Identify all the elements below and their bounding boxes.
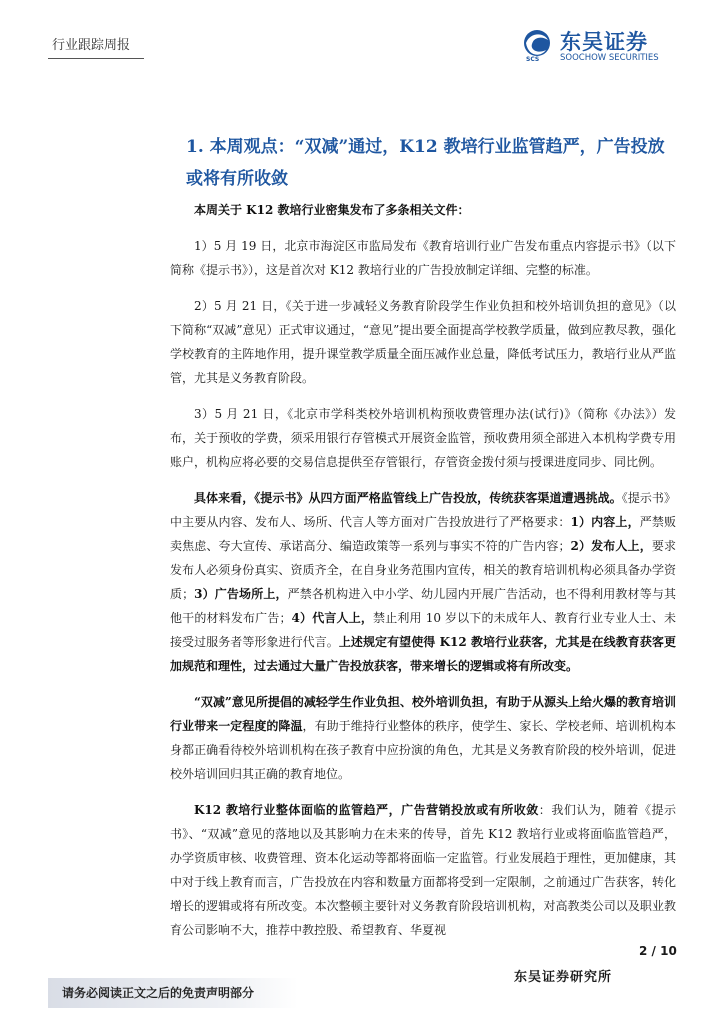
emphasis-text: K12 教培行业整体面临的监管趋严，广告营销投放或有所收敛 — [194, 803, 539, 817]
research-institute: 东吴证券研究所 — [514, 970, 613, 985]
body-paragraph — [170, 798, 676, 942]
body-paragraph — [170, 234, 676, 282]
body-text: 禁止利用 10 岁以下的未成年人、教育行业专业人士、未接受过服务者等形象进行代言。 — [170, 611, 676, 649]
body-text: 3）5 月 21 日，《北京市学科类校外培训机构预收费管理办法(试行)》（简称《办法》）发布，关于预收的学费，须采用银行存管模式开展资金监管，预收费用须全部进入本机构学费专用账户，机构应将必要的交易信息提供至存管银行，存管资金拨付须与授课进度同步、同比例。 — [170, 407, 676, 469]
disclaimer-text: 请务必阅读正文之后的免责声明部分 — [62, 986, 255, 1000]
logo-name-en: SOOCHOW SECURITIES — [560, 53, 659, 63]
body-paragraph — [170, 486, 676, 678]
body-text: ：我们认为，随着《提示书》、“双减”意见的落地以及其影响力在未来的传导，首先 K12 教培行业或将面临监管趋严，办学资质审核、收费管理、资本化运动等都将面临一定监管。行业发展趋于理性，更加健康，其中对于线上教育而言，广告投放在内容和数量方面都将受到一定限制，之前通过广告获客，转化增长的逻辑或将有所改变。本次整顿主要针对义务教育阶段培训机构，对高教类公司以及职业教育公司影响不大，推荐中教控股、希望教育、华夏视 — [170, 803, 676, 937]
body-text: 1）5 月 19 日，北京市海淀区市监局发布《教育培训行业广告发布重点内容提示书》（以下简称《提示书》），这是首次对 K12 教培行业的广告投放制定详细、完整的标准。 — [170, 239, 676, 277]
logo-abbrev: SCS — [526, 56, 540, 63]
emphasis-text: 上述规定有望使得 K12 教培行业获客，尤其是在线教育获客更加规范和理性，过去通过大量广告投放获客，带来增长的逻辑或将有所改变。 — [170, 635, 676, 673]
body-paragraph — [170, 690, 676, 786]
body-paragraph — [170, 198, 676, 222]
emphasis-text: “双减”意见所提倡的减轻学生作业负担、校外培训负担，有助于从源头上给火爆的教育培训行业带来一定程度的降温 — [170, 695, 676, 733]
report-body — [170, 198, 676, 954]
body-paragraph — [170, 402, 676, 474]
body-text: 《提示书》中主要从内容、发布人、场所、代言人等方面对广告投放进行了严格要求： — [170, 491, 676, 529]
body-paragraph — [170, 294, 676, 390]
company-logo — [520, 26, 680, 66]
emphasis-text: 1）内容上， — [570, 515, 640, 529]
report-type-label: 行业跟踪周报 — [52, 38, 131, 53]
body-text: ，有助于维持行业整体的秩序，使学生、家长、学校老师、培训机构本身都正确看待校外培训机构在孩子教育中应扮演的角色，尤其是义务教育阶段的校外培训，促进校外培训回归其正确的教育地位。 — [170, 719, 676, 781]
body-text: 严禁贩卖焦虑、夸大宣传、承诺高分、编造政策等一系列与事实不符的广告内容； — [170, 515, 676, 553]
header-underline — [48, 58, 144, 59]
emphasis-text: 本周关于 K12 教培行业密集发布了多条相关文件： — [194, 203, 470, 217]
emphasis-text: 4）代言人上， — [291, 611, 374, 625]
logo-name-cn: 东吴证券 — [560, 30, 648, 54]
body-text: 要求发布人必须身份真实、资质齐全，在自身业务范围内宣传，相关的教育培训机构必须具备办学资质； — [170, 539, 676, 601]
body-text: 严禁各机构进入中小学、幼儿园内开展广告活动，也不得利用教材等与其他干的材料发布广告； — [170, 587, 676, 625]
emphasis-text: 2）发布人上， — [570, 539, 652, 553]
emphasis-text: 3）广告场所上， — [194, 587, 288, 601]
section-title: 1. 本周观点：“双减”通过，K12 教培行业监管趋严，广告投放或将有所收敛 — [186, 137, 665, 190]
emphasis-text: 具体来看，《提示书》从四方面严格监管线上广告投放，传统获客渠道遭遇挑战。 — [194, 491, 622, 505]
body-text: 2）5 月 21 日，《关于进一步减轻义务教育阶段学生作业负担和校外培训负担的意见》（以下简称“双减”意见）正式审议通过，“意见”提出要全面提高学校教学质量，做到应教尽教，强化学校教育的主阵地作用，提升课堂教学质量全面压减作业总量，降低考试压力，教培行业从严监管，尤其是义务教育阶段。 — [170, 299, 676, 385]
page-number: 2 / 10 — [639, 944, 677, 958]
